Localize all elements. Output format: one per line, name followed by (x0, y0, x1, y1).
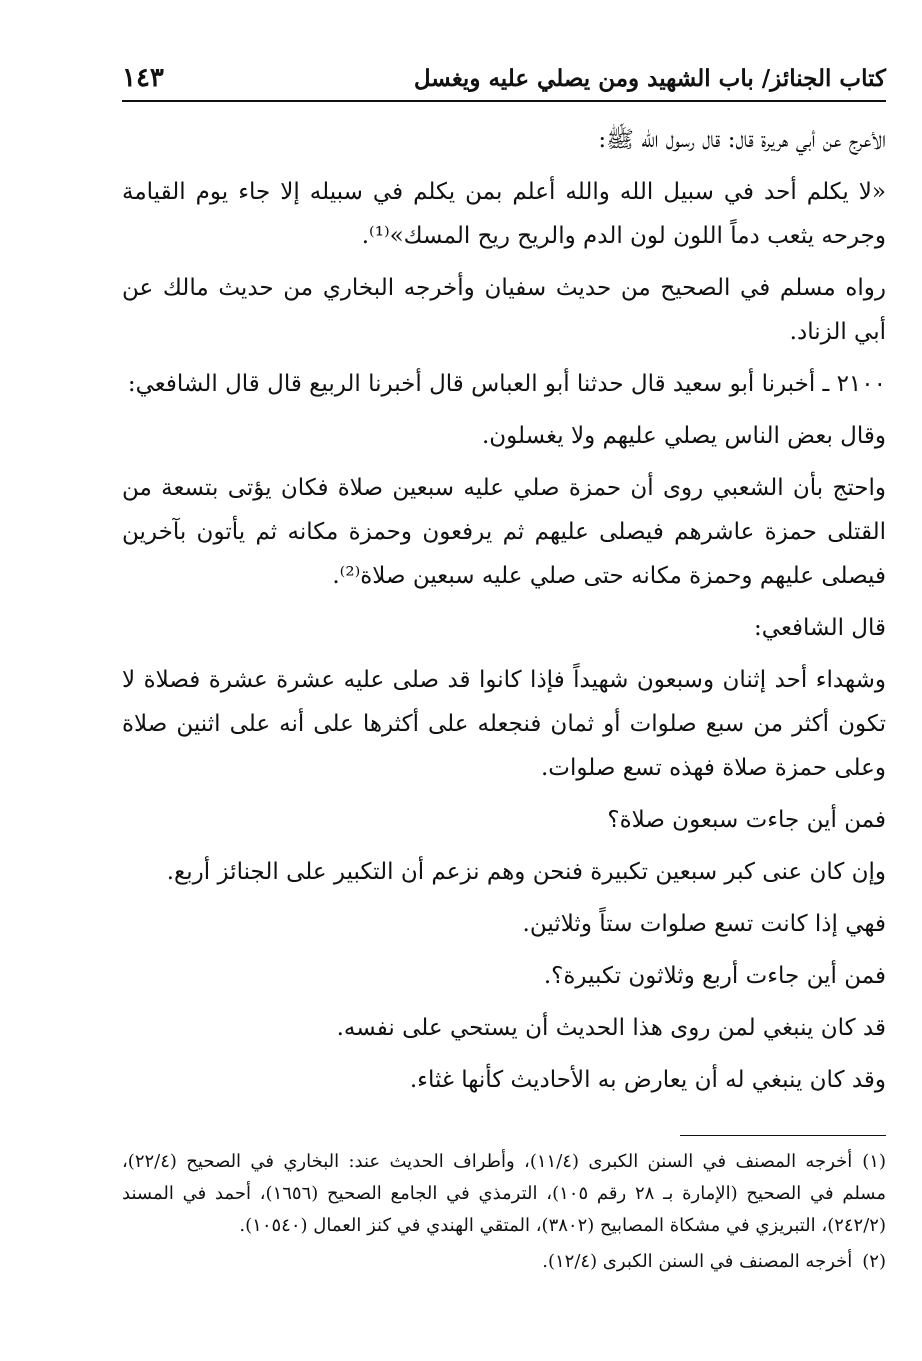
paragraph: قال الشافعي: (754, 615, 886, 641)
footnote-number: (١) (862, 1151, 886, 1172)
paragraph-hadith-2100: ٢١٠٠ ـ أخبرنا أبو سعيد قال حدثنا أبو العباس قال أخبرنا الربيع قال قال الشافعي: (127, 371, 886, 397)
paragraph: واحتج بأن الشعبي روى أن حمزة صلي عليه سبعين صلاة فكان يؤتى بتسعة من القتلى حمزة عاشرهم فيصلى عليهم ثم يرفعون وحمزة مكانه ثم يأتون بآخرين فيصلى عليهم وحمزة مكانه حتى صلي عليه سبعين صلاة⁽²⁾. (122, 475, 886, 589)
footnote-2 (122, 1246, 886, 1278)
paragraph: فمن أين جاءت سبعون صلاة؟ (607, 807, 886, 833)
paragraph: فمن أين جاءت أربع وثلاثون تكبيرة؟. (543, 963, 886, 989)
paragraph: وقد كان ينبغي له أن يعارض به الأحاديث كأنها غثاء. (409, 1067, 886, 1093)
footnote-1 (122, 1146, 886, 1242)
paragraph-isnad: الأعرج عن أبي هريرة قال: قال رسول الله ﷺ: (598, 127, 886, 153)
footnote-text: أخرجه المصنف في السنن الكبرى (١١/٤)، وأطراف الحديث عند: البخاري في الصحيح (٢٢/٤)، مسلم في الصحيح (الإمارة بـ ٢٨ رقم ١٠٥)، الترمذي في الجامع الصحيح (١٦٥٦)، أحمد في المسند (٢٤٢/٢)، التبريزي في مشكاة المصابيح (٣٨٠٢)، المتقي الهندي في كنز العمال (١٠٥٤٠). (122, 1151, 886, 1236)
paragraph: وشهداء أحد إثنان وسبعون شهيداً فإذا كانوا قد صلى عليه عشرة عشرة فصلاة لا تكون أكثر من سبع صلوات أو ثمان فنجعله على أكثرها على أنه على اثنين صلاة وعلى حمزة صلاة فهذه تسع صلوات. (122, 667, 886, 781)
footnote-separator (680, 1135, 886, 1136)
page-number: ١٤٣ (122, 63, 164, 93)
paragraph: وقال بعض الناس يصلي عليهم ولا يغسلون. (481, 423, 886, 449)
main-text (122, 118, 886, 1110)
paragraph-hadith: «لا يكلم أحد في سبيل الله والله أعلم بمن يكلم في سبيله إلا جاء يوم القيامة وجرحه يثعب دماً اللون لون الدم والريح ريح المسك»⁽¹⁾. (122, 179, 886, 249)
running-title: كتاب الجنائز/ باب الشهيد ومن يصلي عليه ويغسل (413, 64, 886, 92)
paragraph: قد كان ينبغي لمن روى هذا الحديث أن يستحي على نفسه. (336, 1015, 886, 1041)
running-header (122, 56, 886, 102)
footnote-number: (٢) (862, 1251, 886, 1272)
paragraph: فهي إذا كانت تسع صلوات ستاً وثلاثين. (522, 911, 886, 937)
footnotes (122, 1135, 886, 1282)
footnote-text: أخرجه المصنف في السنن الكبرى (١٢/٤). (542, 1251, 853, 1272)
paragraph: وإن كان عنى كبر سبعين تكبيرة فنحن وهم نزعم أن التكبير على الجنائز أربع. (166, 859, 886, 885)
paragraph-source: رواه مسلم في الصحيح من حديث سفيان وأخرجه البخاري من حديث مالك عن أبي الزناد. (122, 275, 886, 345)
